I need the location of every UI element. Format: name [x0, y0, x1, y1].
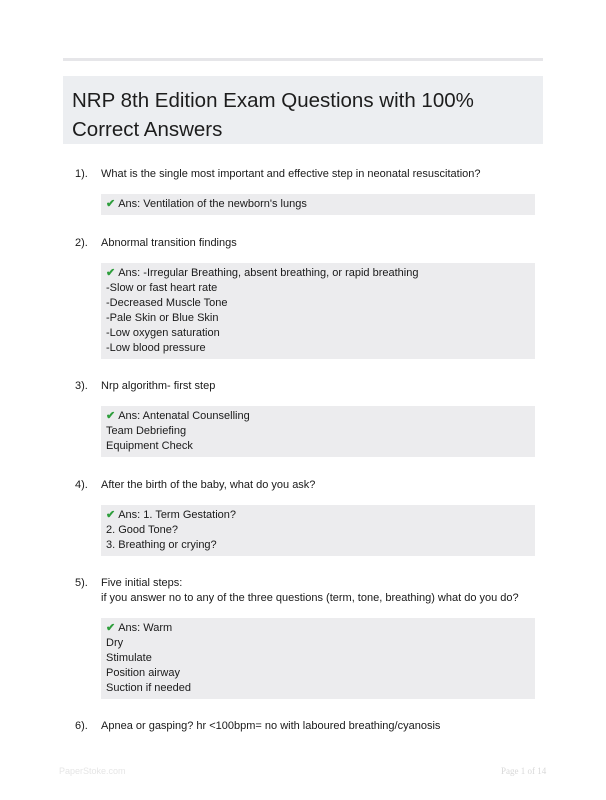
footer-site: PaperStoke.com: [59, 766, 126, 776]
question-line: Abnormal transition findings: [101, 237, 237, 249]
answer-line: -Pale Skin or Blue Skin: [106, 312, 219, 324]
top-divider: [63, 58, 543, 61]
answer-label: Ans: 1. Term Gestation?: [118, 509, 237, 521]
answer-line: -Low blood pressure: [106, 342, 206, 354]
answer-label: Ans: Warm: [118, 622, 173, 634]
question-number: 2).: [75, 237, 88, 249]
answer-line: -Slow or fast heart rate: [106, 282, 218, 294]
answer-line: -Low oxygen saturation: [106, 327, 220, 339]
question-number: 3).: [75, 380, 88, 392]
answer-line: -Decreased Muscle Tone: [106, 297, 228, 309]
question-number: 4).: [75, 479, 88, 491]
question-line: Nrp algorithm- first step: [101, 380, 216, 392]
answer-label: Ans: -Irregular Breathing, absent breathing, or rapid breathing: [118, 267, 419, 279]
answer-line: [106, 409, 530, 424]
question-block: [63, 379, 543, 457]
answer-box: [101, 406, 535, 457]
answer-box: [101, 618, 535, 699]
footer-page-number: Page 1 of 14: [501, 766, 547, 776]
check-icon: ✔: [106, 198, 116, 210]
answer-label: Ans: Ventilation of the newborn's lungs: [118, 198, 307, 210]
page-title: NRP 8th Edition Exam Questions with 100% Correct Answers: [72, 89, 474, 141]
question-line: What is the single most important and effective step in neonatal resuscitation?: [101, 168, 481, 180]
answer-label: Ans: Antenatal Counselling: [118, 410, 250, 422]
question-text: [101, 379, 543, 394]
check-icon: ✔: [106, 410, 116, 422]
question-text: [101, 478, 543, 493]
question-text: [101, 576, 543, 606]
title-banner: [63, 76, 543, 144]
question-number: 5).: [75, 577, 88, 589]
question-block: [63, 719, 543, 734]
check-icon: ✔: [106, 267, 116, 279]
answer-line: Equipment Check: [106, 440, 193, 452]
answer-line: [106, 621, 530, 636]
check-icon: ✔: [106, 622, 116, 634]
answer-line: Stimulate: [106, 652, 152, 664]
question-line: if you answer no to any of the three questions (term, tone, breathing) what do you do?: [101, 592, 519, 604]
answer-line: [106, 508, 530, 523]
question-block: [63, 478, 543, 556]
question-text: [101, 719, 543, 734]
check-icon: ✔: [106, 509, 116, 521]
answer-box: [101, 194, 535, 215]
answer-line: Team Debriefing: [106, 425, 187, 437]
question-text: [101, 167, 543, 182]
question-line: Five initial steps:: [101, 577, 183, 589]
answer-line: Suction if needed: [106, 682, 192, 694]
answer-line: [106, 197, 530, 212]
answer-line: [106, 266, 530, 281]
question-line: After the birth of the baby, what do you ask?: [101, 479, 316, 491]
answer-box: [101, 263, 535, 359]
question-block: [63, 576, 543, 699]
answer-line: Position airway: [106, 667, 180, 679]
question-block: [63, 167, 543, 215]
question-number: 6).: [75, 720, 88, 732]
question-text: [101, 236, 543, 251]
answer-box: [101, 505, 535, 556]
answer-line: 2. Good Tone?: [106, 524, 178, 536]
question-number: 1).: [75, 168, 88, 180]
answer-line: Dry: [106, 637, 124, 649]
question-block: [63, 236, 543, 359]
question-line: Apnea or gasping? hr <100bpm= no with laboured breathing/cyanosis: [101, 720, 441, 732]
answer-line: 3. Breathing or crying?: [106, 539, 217, 551]
